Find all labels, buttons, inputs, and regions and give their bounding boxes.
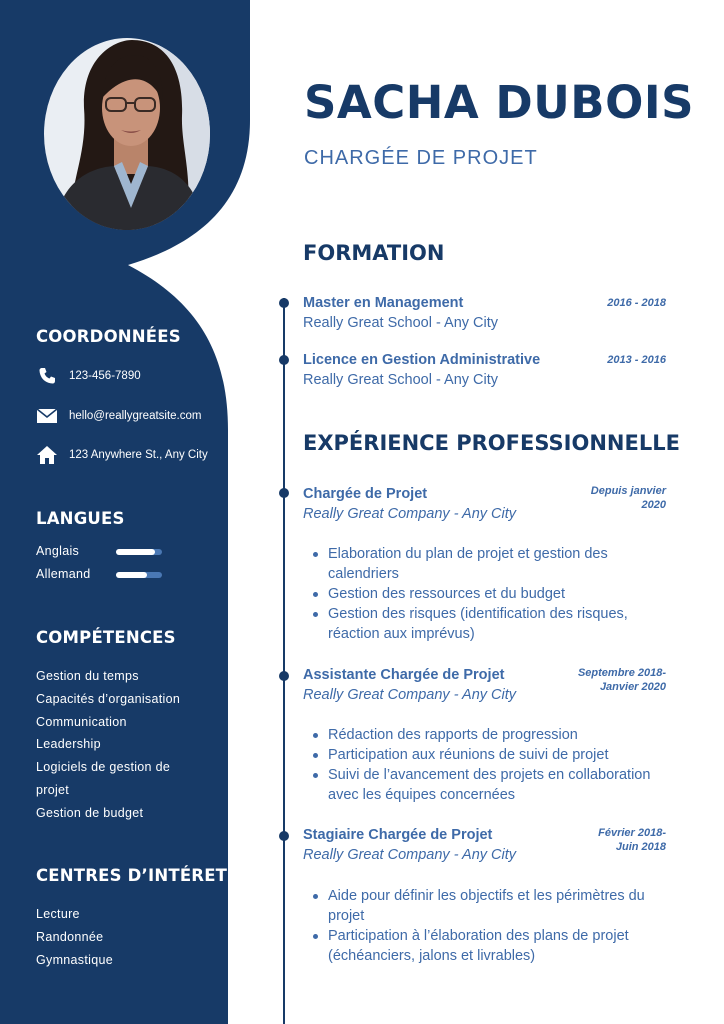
- skills-heading: COMPÉTENCES: [36, 628, 176, 647]
- job-bullets: [312, 886, 662, 966]
- job-bullets: [312, 544, 662, 644]
- job-date-line: Septembre 2018-: [577, 667, 666, 679]
- timeline-dot: [279, 831, 289, 841]
- job-date-line: Depuis janvier: [590, 485, 666, 497]
- interests-heading: CENTRES D’INTÉRET: [36, 866, 228, 885]
- contact-heading: COORDONNÉES: [36, 327, 181, 346]
- job-bullets: [312, 725, 662, 805]
- job-bullet: Suivi de l’avancement des projets en collaboration avec les équipes concernées: [312, 765, 662, 805]
- company-name: Really Great Company - Any City: [303, 506, 517, 522]
- skill-item: Capacités d’organisation: [36, 691, 181, 706]
- job-date-line: Janvier 2020: [599, 681, 666, 693]
- language-label: Allemand: [36, 567, 91, 581]
- job-bullet: Gestion des risques (identification des risques, réaction aux imprévus): [312, 604, 662, 644]
- degree-title: Licence en Gestion Administrative: [303, 352, 541, 368]
- school-name: Really Great School - Any City: [303, 315, 499, 331]
- profile-photo: [44, 38, 210, 230]
- language-level-fill: [116, 549, 155, 555]
- job-title-entry: Assistante Chargée de Projet: [303, 667, 505, 683]
- degree-date: 2016 - 2018: [607, 297, 666, 309]
- company-name: Really Great Company - Any City: [303, 847, 517, 863]
- degree-title: Master en Management: [303, 295, 464, 311]
- job-bullet: Participation à l’élaboration des plans de projet (échéanciers, jalons et livrables): [312, 926, 662, 966]
- home-icon: [36, 444, 58, 466]
- job-bullet: Gestion des ressources et du budget: [312, 584, 662, 604]
- contact-phone: [36, 365, 141, 387]
- job-date-line: 2020: [641, 499, 666, 511]
- address-text: 123 Anywhere St., Any City: [69, 449, 208, 461]
- job-date: [598, 826, 666, 854]
- contact-email: [36, 405, 201, 427]
- job-date: [578, 666, 666, 694]
- language-level-fill: [116, 572, 147, 578]
- company-name: Really Great Company - Any City: [303, 687, 517, 703]
- timeline-dot: [279, 355, 289, 365]
- formation-heading: FORMATION: [303, 241, 445, 265]
- language-label: Anglais: [36, 544, 80, 558]
- mail-icon: [36, 405, 58, 427]
- timeline-dot: [279, 671, 289, 681]
- language-item: [36, 544, 166, 560]
- phone-icon: [36, 365, 58, 387]
- interest-item: Gymnastique: [36, 952, 113, 967]
- languages-heading: LANGUES: [36, 509, 125, 528]
- job-bullet: Rédaction des rapports de progression: [312, 725, 662, 745]
- timeline-line: [283, 298, 285, 1024]
- job-bullet: Participation aux réunions de suivi de projet: [312, 745, 662, 765]
- language-level-bar: [116, 572, 162, 578]
- skill-item: Communication: [36, 714, 127, 729]
- contact-address: [36, 444, 208, 466]
- job-bullet: Elaboration du plan de projet et gestion des calendriers: [312, 544, 662, 584]
- school-name: Really Great School - Any City: [303, 372, 499, 388]
- job-date: [591, 484, 666, 512]
- language-level-bar: [116, 549, 162, 555]
- interest-item: Lecture: [36, 907, 80, 921]
- job-date-line: Février 2018-: [598, 827, 666, 839]
- language-item: [36, 567, 166, 583]
- timeline-dot: [279, 488, 289, 498]
- interest-item: Randonnée: [36, 929, 104, 944]
- job-title-entry: Chargée de Projet: [303, 486, 428, 502]
- experience-heading: EXPÉRIENCE PROFESSIONNELLE: [303, 431, 680, 455]
- skills-list: [36, 665, 216, 825]
- job-date-line: Juin 2018: [615, 841, 666, 853]
- skill-item: Gestion du temps: [36, 669, 139, 683]
- phone-text: 123-456-7890: [69, 370, 141, 382]
- person-name: SACHA DUBOIS: [304, 76, 695, 129]
- job-bullet: Aide pour définir les objectifs et les périmètres du projet: [312, 886, 662, 926]
- degree-date: 2013 - 2016: [607, 354, 666, 366]
- email-text: hello@reallygreatsite.com: [69, 410, 202, 422]
- skill-item: Gestion de budget: [36, 805, 144, 820]
- interests-list: [36, 903, 216, 971]
- timeline-dot: [279, 298, 289, 308]
- skill-item: Logiciels de gestion de: [36, 760, 171, 775]
- skill-item: Leadership: [36, 737, 101, 752]
- job-title-entry: Stagiaire Chargée de Projet: [303, 827, 493, 843]
- job-title: CHARGÉE DE PROJET: [304, 147, 538, 169]
- skill-item: projet: [36, 782, 70, 797]
